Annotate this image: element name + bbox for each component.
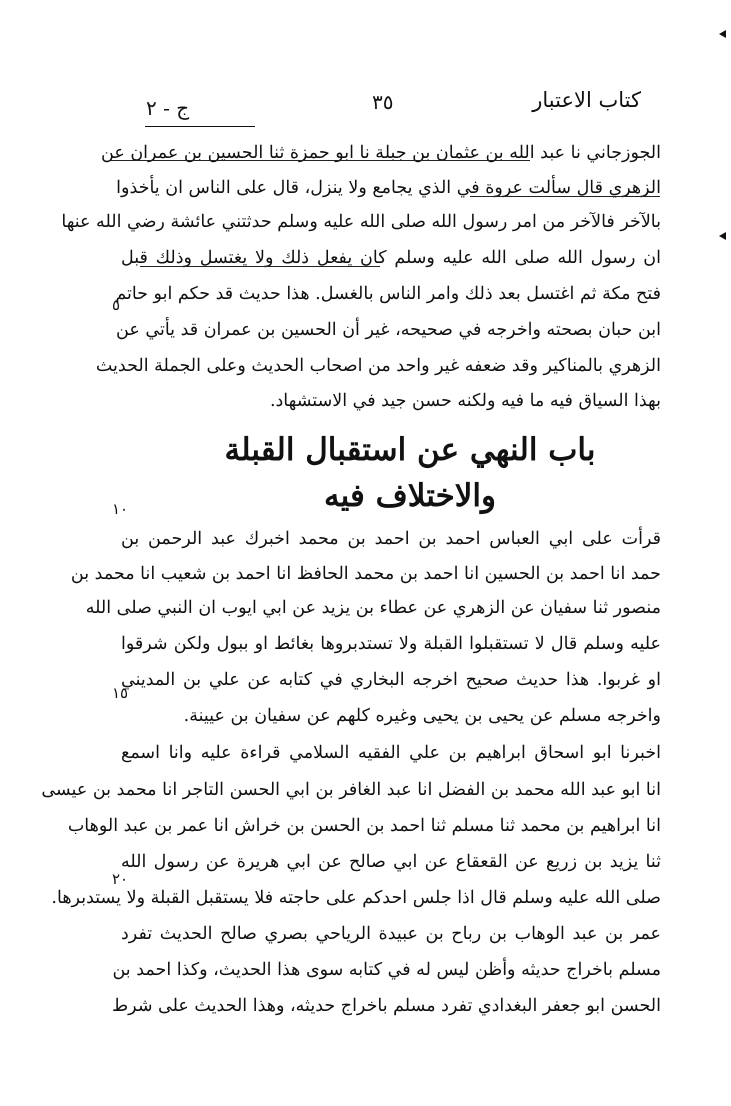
margin-line-number-10: ١٠ xyxy=(112,500,129,518)
paragraph2-line-8: الحسن ابو جعفر البغدادي تفرد مسلم باخراج حديثه، وهذا الحديث على شرط xyxy=(111,996,661,1016)
body-line-4: ان رسول الله صلى الله عليه وسلم كان يفعل ذلك ولا يغتسل وذلك قبل xyxy=(121,248,661,268)
paragraph2-line-3: انا ابراهيم بن محمد ثنا مسلم ثنا احمد بن الحسن بن خراش انا عمر بن عبد الوهاب xyxy=(67,816,661,836)
paragraph2-line-7: مسلم باخراج حديثه وأظن ليس له في كتابه سوى هذا الحديث، وكذا احمد بن xyxy=(112,960,661,980)
paragraph2-line-1: اخبرنا ابو اسحاق ابراهيم بن علي الفقيه السلامي قراءة عليه وانا اسمع xyxy=(121,743,661,763)
section-line-1: قرأت على ابي العباس احمد بن احمد بن محمد اخبرك عبد الرحمن بن xyxy=(121,529,661,549)
page-number: ٣٥ xyxy=(372,90,394,114)
body-line-1: الجوزجاني نا عبد الله بن عثمان بن جبلة نا ابو حمزة ثنا الحسين بن عمران عن xyxy=(101,143,661,163)
body-line-8: بهذا السياق فيه ما فيه ولكنه حسن جيد في الاستشهاد. xyxy=(269,391,661,411)
section-heading-line-1: باب النهي عن استقبال القبلة xyxy=(224,432,596,468)
section-line-6: واخرجه مسلم عن يحيى بن يحيى وغيره كلهم عن سفيان بن عيينة. xyxy=(183,706,661,726)
edge-mark-middle xyxy=(719,232,726,240)
margin-line-number-20: ٢٠ xyxy=(112,870,129,888)
paragraph2-line-2: انا ابو عبد الله محمد بن الفضل انا عبد الغافر بن ابي الحسن التاجر انا محمد بن عيسى xyxy=(41,780,661,800)
body-line-7: الزهري بالمناكير وقد ضعفه غير واحد من اصحاب الحديث وعلى الجملة الحديث xyxy=(95,356,661,376)
body-line-2: الزهري قال سألت عروة في الذي يجامع ولا ينزل، قال على الناس ان يأخذوا xyxy=(116,178,661,198)
section-heading-line-2: والاختلاف فيه xyxy=(324,478,496,514)
handwritten-underline xyxy=(470,196,660,197)
handwritten-underline xyxy=(110,160,530,161)
section-line-2: حمد انا احمد بن الحسين انا احمد بن محمد الحافظ انا احمد بن شعيب انا محمد بن xyxy=(70,564,661,584)
body-line-3: بالآخر فالآخر من امر رسول الله صلى الله عليه وسلم حدثتني عائشة رضي الله عنها xyxy=(61,212,661,232)
paragraph2-line-4: ثنا يزيد بن زريع عن القعقاع عن ابي صالح عن ابي هريرة عن رسول الله xyxy=(121,852,661,872)
section-line-4: عليه وسلم قال لا تستقبلوا القبلة ولا تستدبروها بغائط او ببول ولكن شرقوا xyxy=(121,634,661,654)
section-line-5: او غربوا. هذا حديث صحيح اخرجه البخاري في كتابه عن علي بن المديني xyxy=(121,670,661,690)
margin-line-number-15: ١٥ xyxy=(112,684,129,702)
header-rule xyxy=(145,126,255,127)
paragraph2-line-5: صلى الله عليه وسلم قال اذا جلس احدكم على حاجته فلا يستقبل القبلة ولا يستدبرها. xyxy=(51,888,661,908)
handwritten-underline xyxy=(140,266,380,267)
body-line-6: ابن حبان بصحته واخرجه في صحيحه، غير أن الحسين بن عمران قد يأتي عن xyxy=(116,320,661,340)
running-header-title: كتاب الاعتبار xyxy=(532,88,641,112)
body-line-5: فتح مكة ثم اغتسل بعد ذلك وامر الناس بالغسل. هذا حديث قد حكم ابو حاتم xyxy=(115,284,661,304)
margin-line-number-5: ٥ xyxy=(112,296,121,314)
section-line-3: منصور ثنا سفيان عن الزهري عن عطاء بن يزيد عن ابي ايوب ان النبي صلى الله xyxy=(85,598,661,618)
volume-label: ج - ٢ xyxy=(146,96,190,120)
paragraph2-line-6: عمر بن عبد الوهاب بن رباح بن عبيدة الرياحي بصري صالح الحديث تفرد xyxy=(121,924,661,944)
edge-mark-top xyxy=(719,30,726,38)
